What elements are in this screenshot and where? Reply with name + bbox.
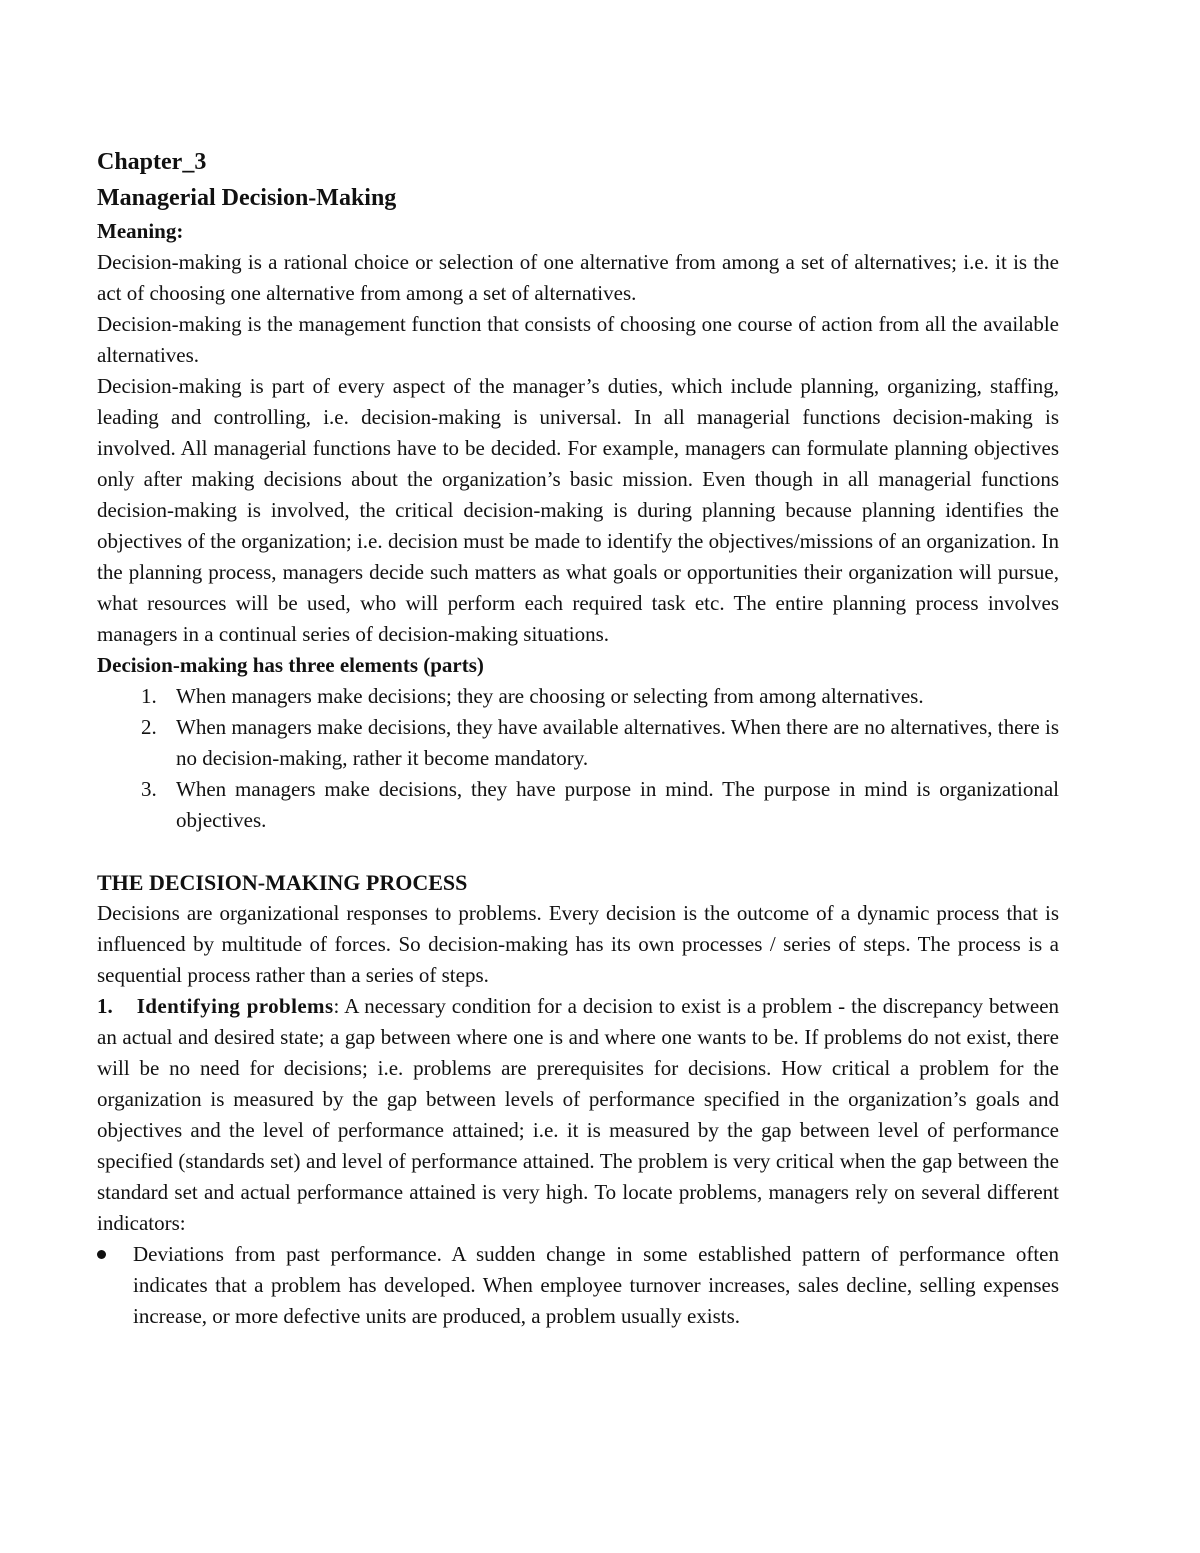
paragraph: Decision-making is part of every aspect of the manager’s duties, which include planning, organizing, staffing, leading and controlling, i.e. decision-making is universal. In all managerial functions decision-making is involved. All managerial functions have to be decided. For example, managers can formulate planning objectives only after making decisions about the organization’s basic mission. Even though in all managerial functions decision-making is involved, the critical decision-making is during planning because planning identifies the objectives of the organization; i.e. decision must be made to identify the objectives/missions of an organization. In the planning process, managers decide such matters as what goals or opportunities their organization will pursue, what resources will be used, who will perform each required task etc. The entire planning process involves managers in a continual series of decision-making situations.	[97, 374, 1059, 646]
list-number: 3.	[141, 777, 157, 801]
list-item-text: When managers make decisions; they are choosing or selecting from among alternatives.	[176, 684, 924, 708]
paragraph: Decision-making is the management function that consists of choosing one course of action from all the available alternatives.	[97, 312, 1059, 367]
step-text: : A necessary condition for a decision to exist is a problem - the discrepancy between an actual and desired state; a gap between where one is and where one wants to be. If problems do not exist, there will be no need for decisions; i.e. problems are prerequisites for decisions. How critical a problem for the organization is measured by the gap between levels of performance specified in the organization’s goals and objectives and the level of performance attained; i.e. it is measured by the gap between level of performance specified (standards set) and level of performance attained. The problem is very critical when the gap between the standard set and actual performance attained is very high. To locate problems, managers rely on several different indicators:	[97, 994, 1060, 1235]
indicators-list	[97, 1239, 1059, 1332]
elements-list	[97, 681, 1059, 836]
list-item	[97, 681, 1059, 712]
list-item-text: When managers make decisions, they have purpose in mind. The purpose in mind is organizational objectives.	[176, 777, 1059, 832]
step-identifying-problems	[97, 991, 1059, 1239]
meaning-heading: Meaning:	[97, 219, 184, 243]
elements-heading: Decision-making has three elements (parts)	[97, 653, 484, 677]
step-number: 1.	[97, 994, 113, 1018]
list-number: 1.	[141, 684, 157, 708]
chapter-label: Chapter_3	[97, 149, 207, 175]
process-intro: Decisions are organizational responses to problems. Every decision is the outcome of a dynamic process that is influenced by multitude of forces. So decision-making has its own processes / series of steps. The process is a sequential process rather than a series of steps.	[97, 901, 1059, 987]
document-page	[97, 140, 1059, 1332]
step-label: Identifying problems	[136, 994, 334, 1018]
bullet-icon	[97, 1250, 106, 1259]
list-item	[97, 712, 1059, 774]
list-item	[97, 1239, 1059, 1332]
chapter-title: Managerial Decision-Making	[97, 185, 397, 211]
list-item-text: When managers make decisions, they have available alternatives. When there are no alternatives, there is no decision-making, rather it become mandatory.	[176, 715, 1059, 770]
list-item-text: Deviations from past performance. A sudden change in some established pattern of performance often indicates that a problem has developed. When employee turnover increases, sales decline, selling expenses increase, or more defective units are produced, a problem usually exists.	[133, 1242, 1059, 1328]
process-heading: THE DECISION-MAKING PROCESS	[97, 870, 468, 895]
list-item	[97, 774, 1059, 836]
list-number: 2.	[141, 715, 157, 739]
paragraph: Decision-making is a rational choice or selection of one alternative from among a set of alternatives; i.e. it is the act of choosing one alternative from among a set of alternatives.	[97, 250, 1059, 305]
